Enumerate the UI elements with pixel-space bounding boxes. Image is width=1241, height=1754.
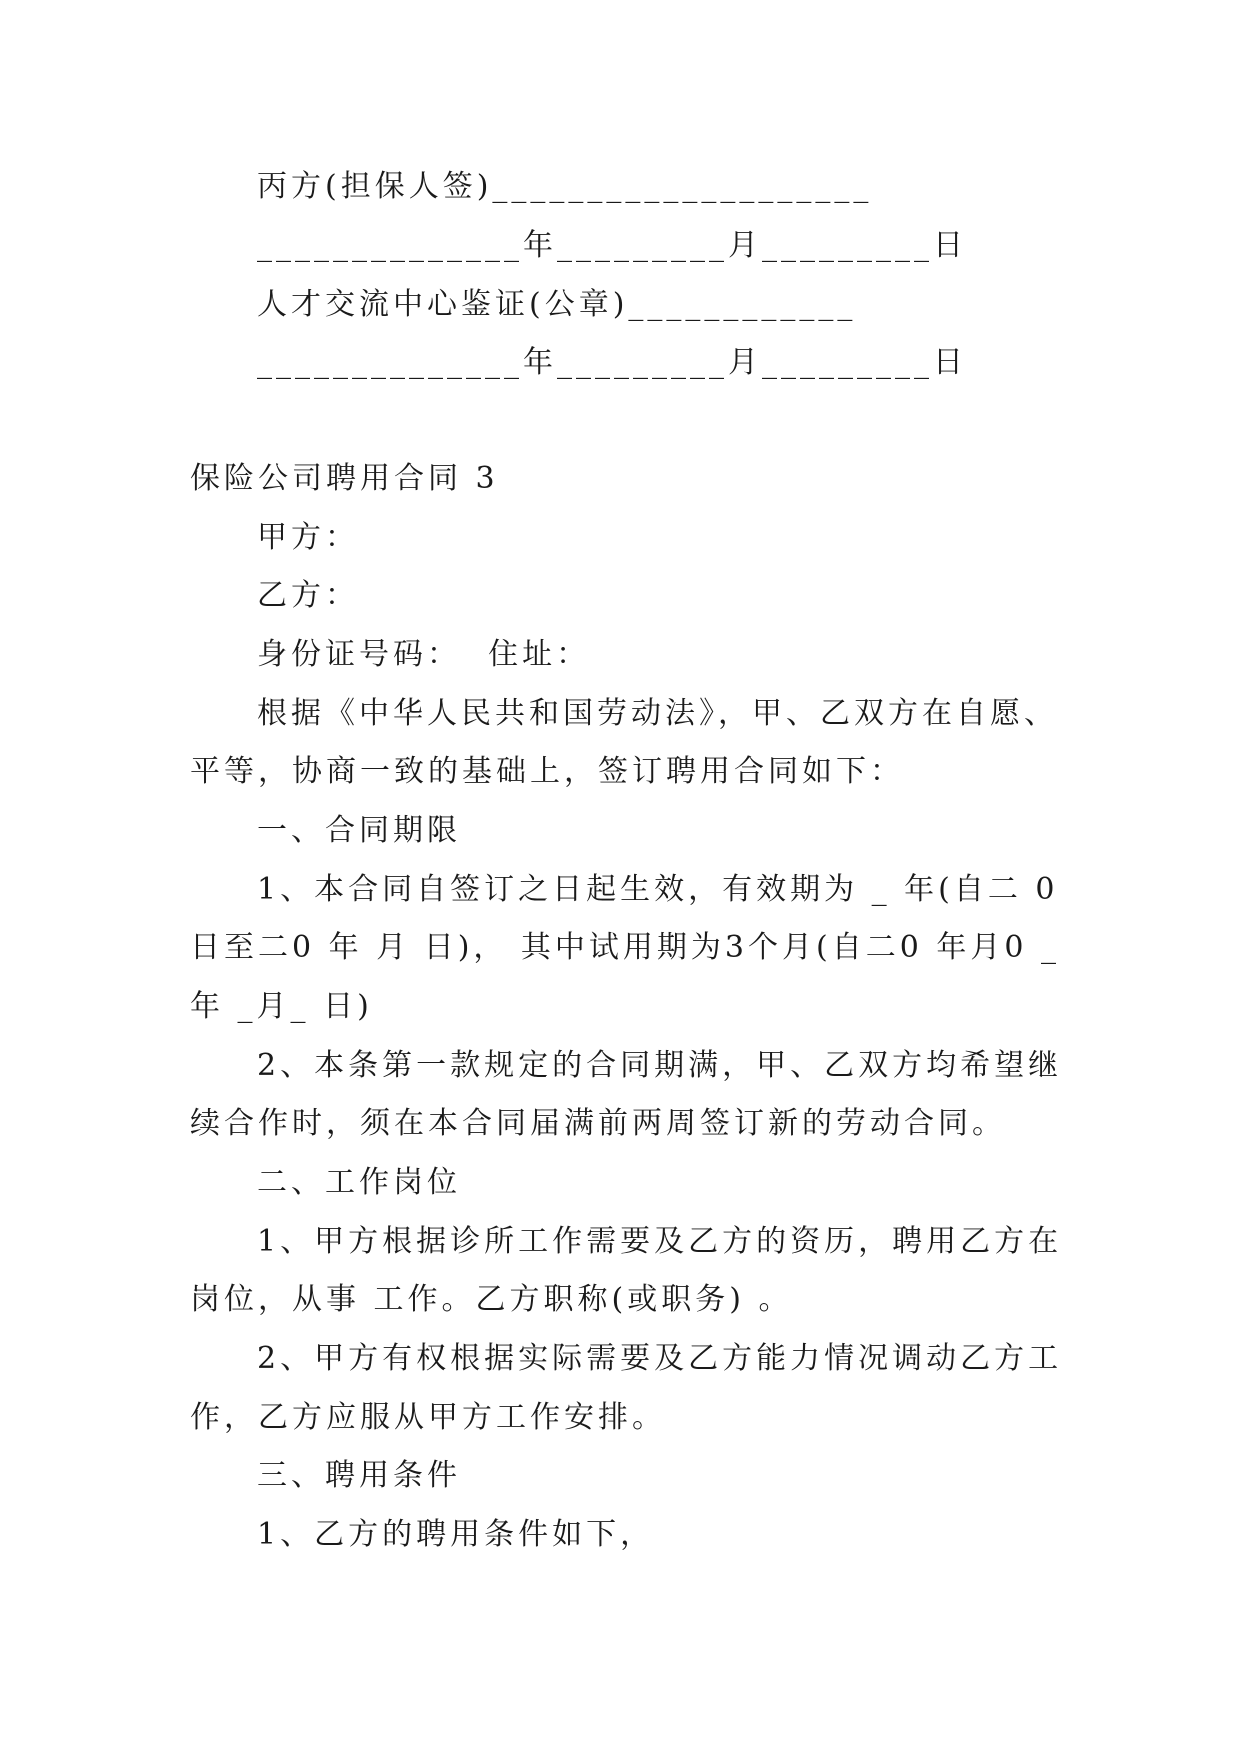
guarantor-signature-line: 丙方(担保人签)____________________ xyxy=(257,169,873,204)
date-line: ______________年_________月_________日 xyxy=(257,228,967,263)
intro-paragraph: 根据《中华人民共和国劳动法》，甲、乙双方在自愿、 xyxy=(257,696,1058,731)
clause-text-cont: 日至二0 年 月 日)， 其中试用期为3个月(自二0 年月0 _ xyxy=(190,930,1060,965)
clause-text-cont: 岗位，从事 工作。乙方职称(或职务) 。 xyxy=(190,1282,793,1317)
clause-text-cont: 年 _月_ 日) xyxy=(190,989,373,1024)
party-a-label: 甲方： xyxy=(257,520,359,555)
section-heading: 三、聘用条件 xyxy=(257,1458,461,1493)
clause-text: 1、本合同自签订之日起生效，有效期为 _ 年(自二 0 xyxy=(257,872,1059,907)
clause-text: 2、本条第一款规定的合同期满，甲、乙双方均希望继 xyxy=(257,1048,1063,1083)
id-address-label: 身份证号码： 住址： xyxy=(257,637,591,672)
date-line: ______________年_________月_________日 xyxy=(257,345,967,380)
party-b-label: 乙方： xyxy=(257,578,359,613)
clause-text-cont: 续合作时，须在本合同届满前两周签订新的劳动合同。 xyxy=(190,1106,1006,1141)
clause-text: 1、乙方的聘用条件如下， xyxy=(257,1517,655,1552)
document-title: 保险公司聘用合同 3 xyxy=(190,461,499,496)
intro-paragraph-cont: 平等，协商一致的基础上，签订聘用合同如下： xyxy=(190,754,904,789)
section-heading: 二、工作岗位 xyxy=(257,1165,461,1200)
certification-seal-line: 人才交流中心鉴证(公章)____________ xyxy=(257,287,857,322)
clause-text: 2、甲方有权根据实际需要及乙方能力情况调动乙方工 xyxy=(257,1341,1063,1376)
clause-text: 1、甲方根据诊所工作需要及乙方的资历，聘用乙方在 xyxy=(257,1224,1063,1259)
section-heading: 一、合同期限 xyxy=(257,813,461,848)
clause-text-cont: 作，乙方应服从甲方工作安排。 xyxy=(190,1400,666,1435)
